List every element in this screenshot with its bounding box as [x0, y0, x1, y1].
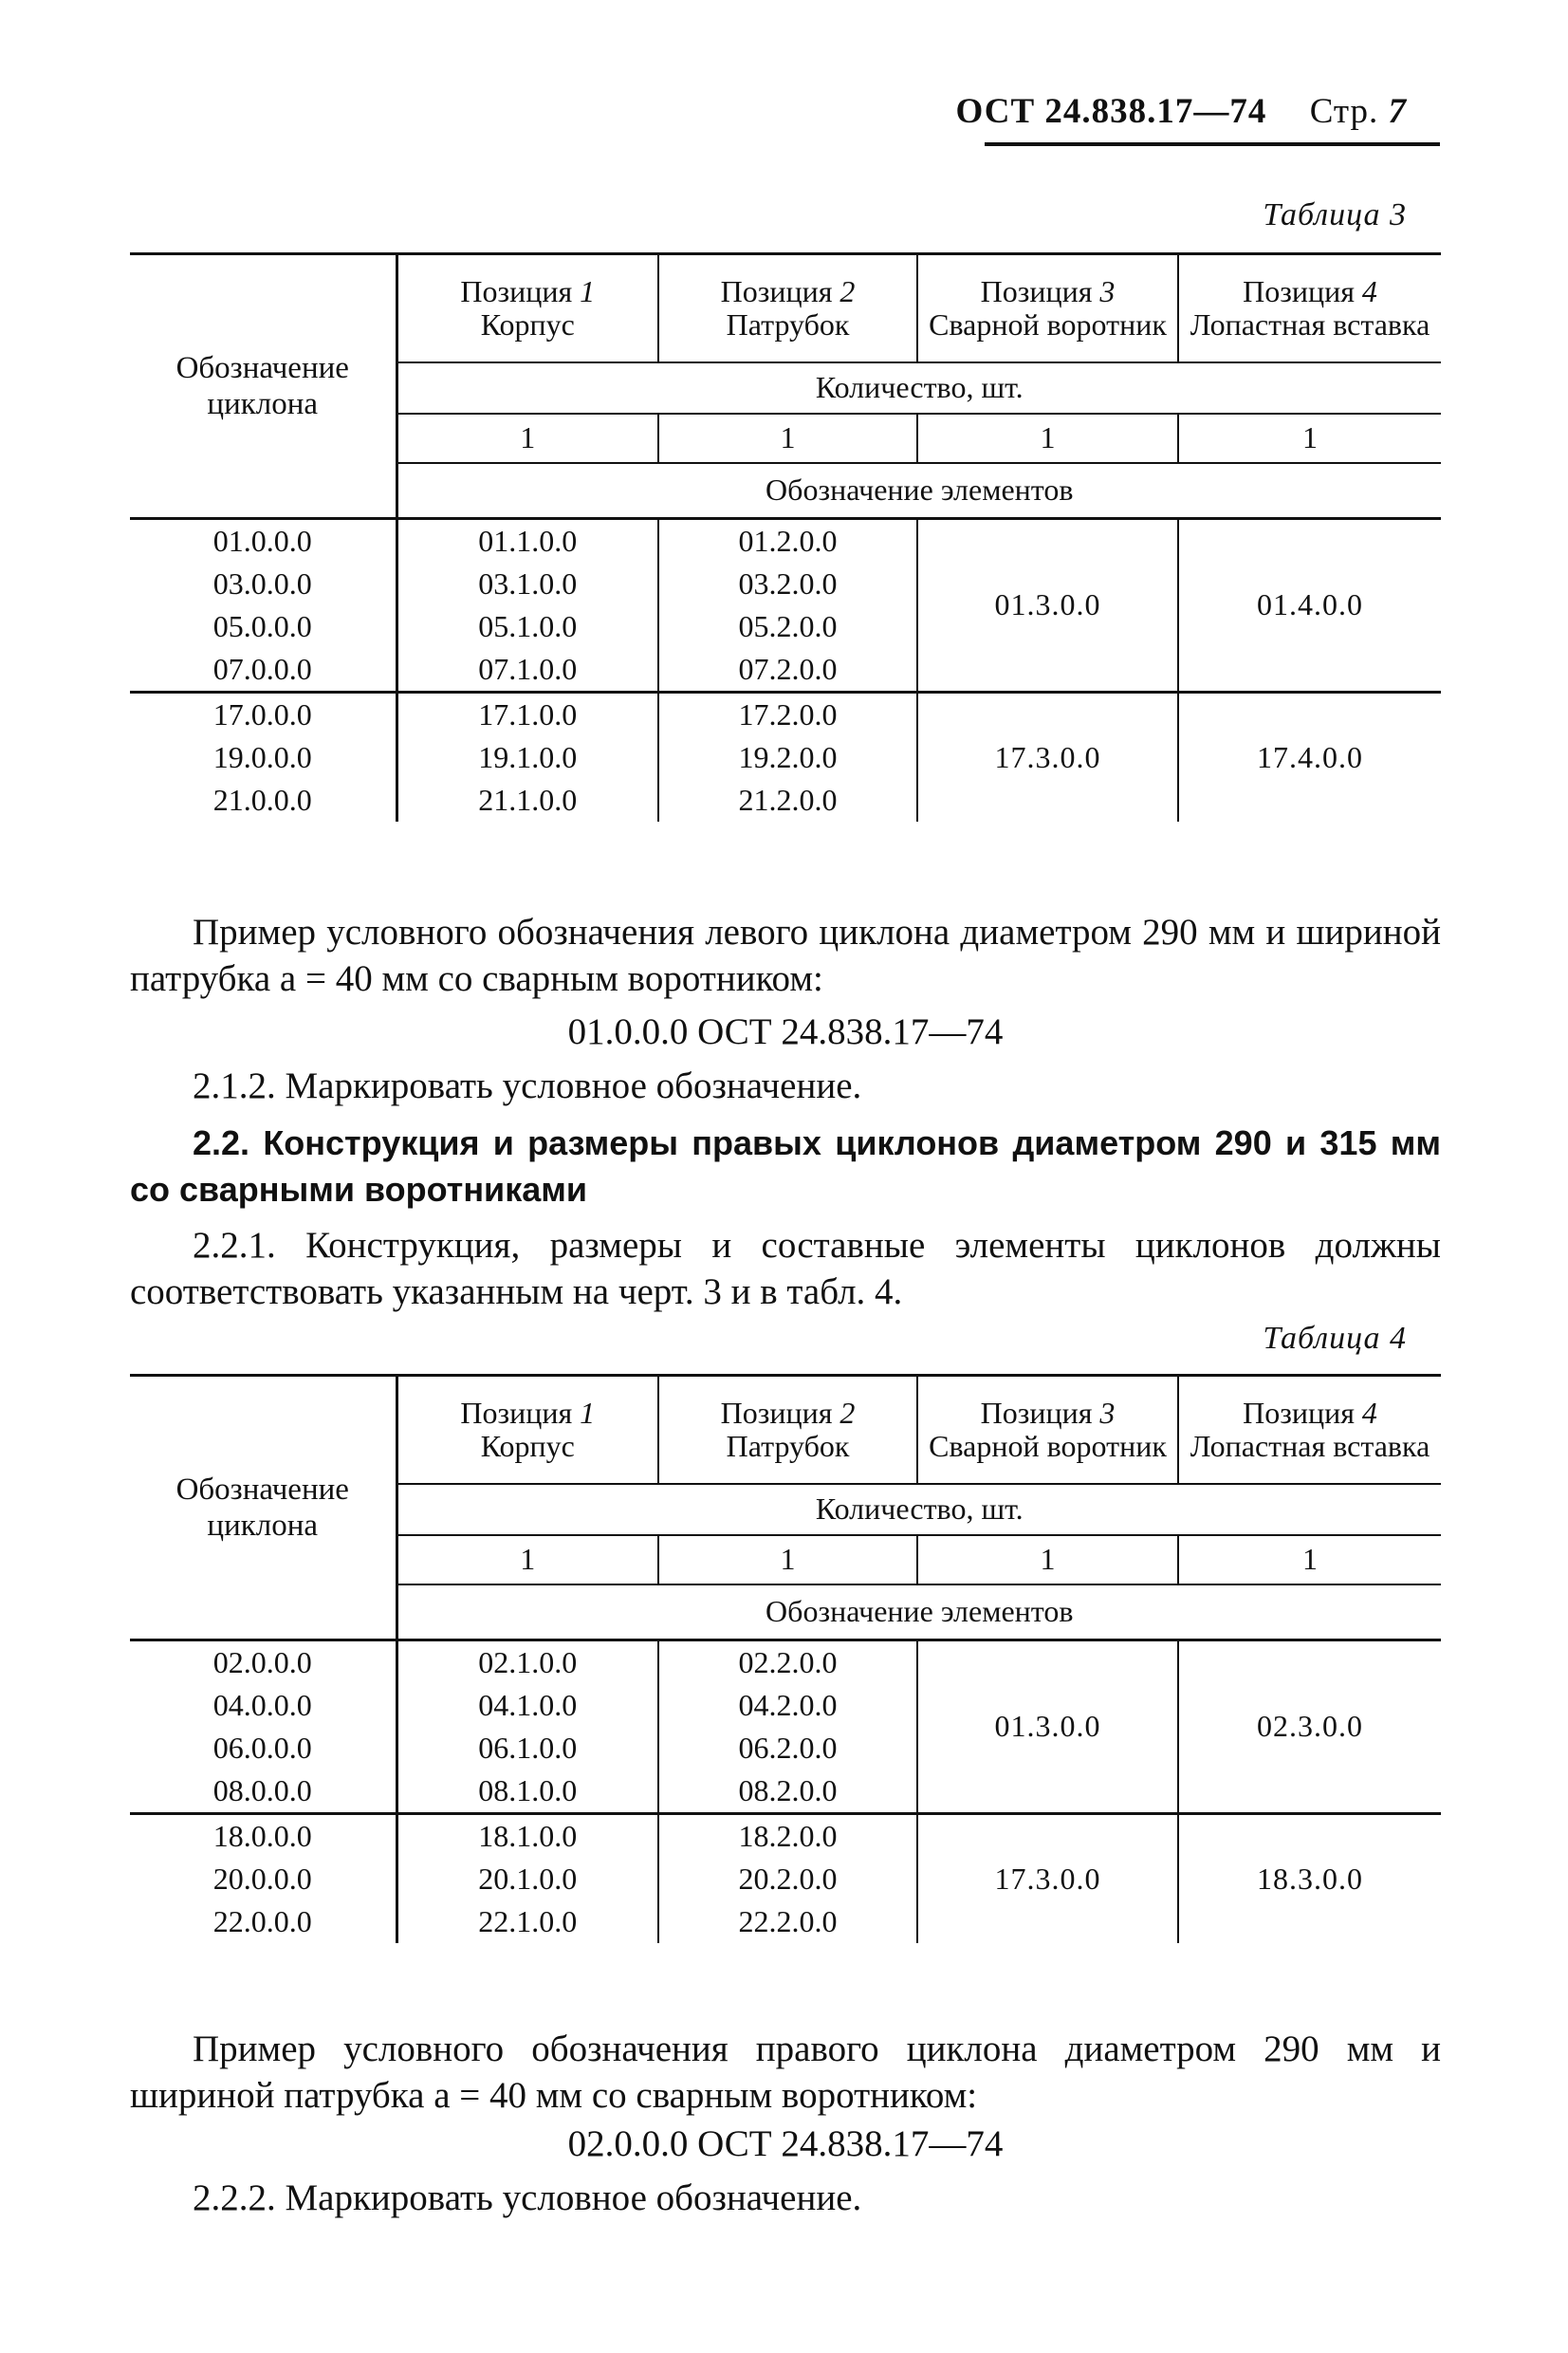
pos-name: Позиция: [1243, 273, 1355, 308]
pos-name: Позиция: [980, 273, 1093, 308]
table3-group-1: [130, 519, 1441, 693]
example-right-cyclone: Пример условного обозначения правого циклона диаметром 290 мм и шириной патрубка a = 40 мм со сварным воротником:: [130, 2029, 1441, 2116]
pos-num: 1: [580, 273, 596, 308]
pos-name: Позиция: [720, 1395, 833, 1430]
table-cell: 04.1.0.0: [478, 1688, 578, 1722]
pos-title: Лопастная вставка: [1190, 307, 1430, 342]
table4-position-2-header: [658, 1377, 917, 1484]
table-cell: 04.2.0.0: [738, 1688, 838, 1722]
table4-qty-4: 1: [1178, 1535, 1441, 1584]
table3-caption: Таблица 3: [1263, 197, 1407, 232]
table4-g2-pos3: 17.3.0.0: [917, 1814, 1178, 1944]
table-cell: 20.0.0.0: [212, 1862, 312, 1896]
table3-qty-1: 1: [397, 414, 658, 463]
pos-num: 2: [839, 273, 856, 308]
table4-group-1: [130, 1640, 1441, 1814]
table-cell: 21.0.0.0: [212, 783, 312, 817]
table-cell: 03.1.0.0: [478, 566, 578, 601]
pos-title: Корпус: [480, 307, 575, 342]
table4-qty-1: 1: [397, 1535, 658, 1584]
table-cell: 02.0.0.0: [212, 1645, 312, 1679]
pos-num: 4: [1361, 1395, 1377, 1430]
table-cell: 01.2.0.0: [738, 524, 838, 558]
clause-2-1-2: 2.1.2. Маркировать условное обозначение.: [193, 1065, 862, 1106]
table4-g2-pos1: [397, 1814, 658, 1944]
table3-position-3-header: [917, 255, 1178, 362]
pos-title: Патрубок: [726, 1429, 850, 1463]
table-cell: 08.0.0.0: [212, 1773, 312, 1807]
table-cell: 03.0.0.0: [212, 566, 312, 601]
table-cell: 06.0.0.0: [212, 1731, 312, 1765]
table4-caption: Таблица 4: [1263, 1321, 1407, 1356]
table3-g1-pos3: 01.3.0.0: [917, 519, 1178, 693]
table-cell: 07.1.0.0: [478, 652, 578, 686]
table-cell: 21.1.0.0: [478, 783, 578, 817]
table-cell: 01.1.0.0: [478, 524, 578, 558]
table-cell: 17.1.0.0: [478, 697, 578, 732]
pos-title: Корпус: [480, 1429, 575, 1463]
table-cell: 08.1.0.0: [478, 1773, 578, 1807]
clause-2-2-1: 2.2.1. Конструкция, размеры и составные элементы циклонов должны соответствовать указанным на черт. 3 и в табл. 4.: [130, 1225, 1441, 1312]
table-cell: 06.2.0.0: [738, 1731, 838, 1765]
table3-qty-2: 1: [658, 414, 917, 463]
pos-title: Патрубок: [726, 307, 850, 342]
table-cell: 07.2.0.0: [738, 652, 838, 686]
page-number: 7: [1388, 92, 1407, 131]
section-heading-2-2: 2.2. Конструкция и размеры правых циклонов диаметром 290 и 315 мм со сварными воротниками: [130, 1123, 1441, 1209]
table-cell: 22.0.0.0: [212, 1904, 312, 1938]
pos-num: 3: [1099, 273, 1116, 308]
table-cell: 20.1.0.0: [478, 1862, 578, 1896]
table-cell: 05.2.0.0: [738, 609, 838, 643]
table-cell: 06.1.0.0: [478, 1731, 578, 1765]
table3-g2-pos2: [658, 693, 917, 823]
table3-elements-header: Обозначение элементов: [397, 463, 1441, 519]
table3-position-1-header: [397, 255, 658, 362]
table-cell: 18.0.0.0: [212, 1819, 312, 1853]
table4-designation-header: Обозначение циклона: [175, 1472, 349, 1543]
table3-g1-pos1: [397, 519, 658, 693]
table4-g1-pos4: 02.3.0.0: [1178, 1640, 1441, 1814]
table4-qty-2: 1: [658, 1535, 917, 1584]
pos-num: 3: [1099, 1395, 1116, 1430]
table3-position-4-header: [1178, 255, 1441, 362]
clause-2-2-2: 2.2.2. Маркировать условное обозначение.: [193, 2177, 862, 2218]
table4-position-1-header: [397, 1377, 658, 1484]
table4-g2-designations: [130, 1814, 397, 1944]
table-cell: 22.1.0.0: [478, 1904, 578, 1938]
table-cell: 04.0.0.0: [212, 1688, 312, 1722]
table4-g1-pos2: [658, 1640, 917, 1814]
table3-quantity-header: Количество, шт.: [397, 362, 1441, 414]
table-cell: 17.2.0.0: [738, 697, 838, 732]
table3-g2-pos4: 17.4.0.0: [1178, 693, 1441, 823]
table-cell: 03.2.0.0: [738, 566, 838, 601]
pos-num: 1: [580, 1395, 596, 1430]
pos-num: 4: [1361, 273, 1377, 308]
table-cell: 19.2.0.0: [738, 740, 838, 774]
table3-g1-designations: [130, 519, 397, 693]
table3: [130, 252, 1441, 822]
table4-g2-pos2: [658, 1814, 917, 1944]
page-header: [956, 91, 1407, 132]
table3-g2-designations: [130, 693, 397, 823]
table-cell: 02.2.0.0: [738, 1645, 838, 1679]
table4-qty-3: 1: [917, 1535, 1178, 1584]
table-cell: 08.2.0.0: [738, 1773, 838, 1807]
table4-g1-pos1: [397, 1640, 658, 1814]
table3-designation-header: Обозначение циклона: [175, 350, 349, 421]
table-cell: 01.0.0.0: [212, 524, 312, 558]
table-cell: 02.1.0.0: [478, 1645, 578, 1679]
table3-g1-pos4: 01.4.0.0: [1178, 519, 1441, 693]
table-cell: 22.2.0.0: [738, 1904, 838, 1938]
table4-position-3-header: [917, 1377, 1178, 1484]
pos-name: Позиция: [460, 273, 573, 308]
table-cell: 07.0.0.0: [212, 652, 312, 686]
table-cell: 05.1.0.0: [478, 609, 578, 643]
example-right-designation: 02.0.0.0 ОСТ 24.838.17—74: [567, 2123, 1004, 2164]
table3-qty-4: 1: [1178, 414, 1441, 463]
pos-title: Сварной воротник: [929, 1429, 1167, 1463]
page-label: [1310, 92, 1407, 131]
table3-g1-pos2: [658, 519, 917, 693]
table-cell: 17.0.0.0: [212, 697, 312, 732]
table3-g2-pos1: [397, 693, 658, 823]
table4-elements-header: Обозначение элементов: [397, 1584, 1441, 1640]
standard-code: ОСТ 24.838.17—74: [955, 92, 1267, 131]
table-cell: 18.2.0.0: [738, 1819, 838, 1853]
table4-g1-designations: [130, 1640, 397, 1814]
table4: [130, 1374, 1441, 1943]
table4-g2-pos4: 18.3.0.0: [1178, 1814, 1441, 1944]
table4-quantity-header: Количество, шт.: [397, 1484, 1441, 1535]
table3-group-2: [130, 693, 1441, 823]
table4-group-2: [130, 1814, 1441, 1944]
table-cell: 18.1.0.0: [478, 1819, 578, 1853]
table3-g2-pos3: 17.3.0.0: [917, 693, 1178, 823]
pos-title: Лопастная вставка: [1190, 1429, 1430, 1463]
table-cell: 19.0.0.0: [212, 740, 312, 774]
pos-name: Позиция: [720, 273, 833, 308]
example-left-designation: 01.0.0.0 ОСТ 24.838.17—74: [567, 1011, 1004, 1052]
pos-name: Позиция: [980, 1395, 1093, 1430]
pos-name: Позиция: [1243, 1395, 1355, 1430]
page-label-text: Стр.: [1309, 92, 1379, 131]
table4-g1-pos3: 01.3.0.0: [917, 1640, 1178, 1814]
header-rule: [985, 142, 1440, 146]
table-cell: 20.2.0.0: [738, 1862, 838, 1896]
example-left-cyclone: Пример условного обозначения левого циклона диаметром 290 мм и шириной патрубка a = 40 мм со сварным воротником:: [130, 912, 1441, 999]
table-cell: 21.2.0.0: [738, 783, 838, 817]
pos-title: Сварной воротник: [929, 307, 1167, 342]
table-cell: 05.0.0.0: [212, 609, 312, 643]
pos-num: 2: [839, 1395, 856, 1430]
table3-qty-3: 1: [917, 414, 1178, 463]
table4-position-4-header: [1178, 1377, 1441, 1484]
table3-position-2-header: [658, 255, 917, 362]
pos-name: Позиция: [460, 1395, 573, 1430]
table-cell: 19.1.0.0: [478, 740, 578, 774]
